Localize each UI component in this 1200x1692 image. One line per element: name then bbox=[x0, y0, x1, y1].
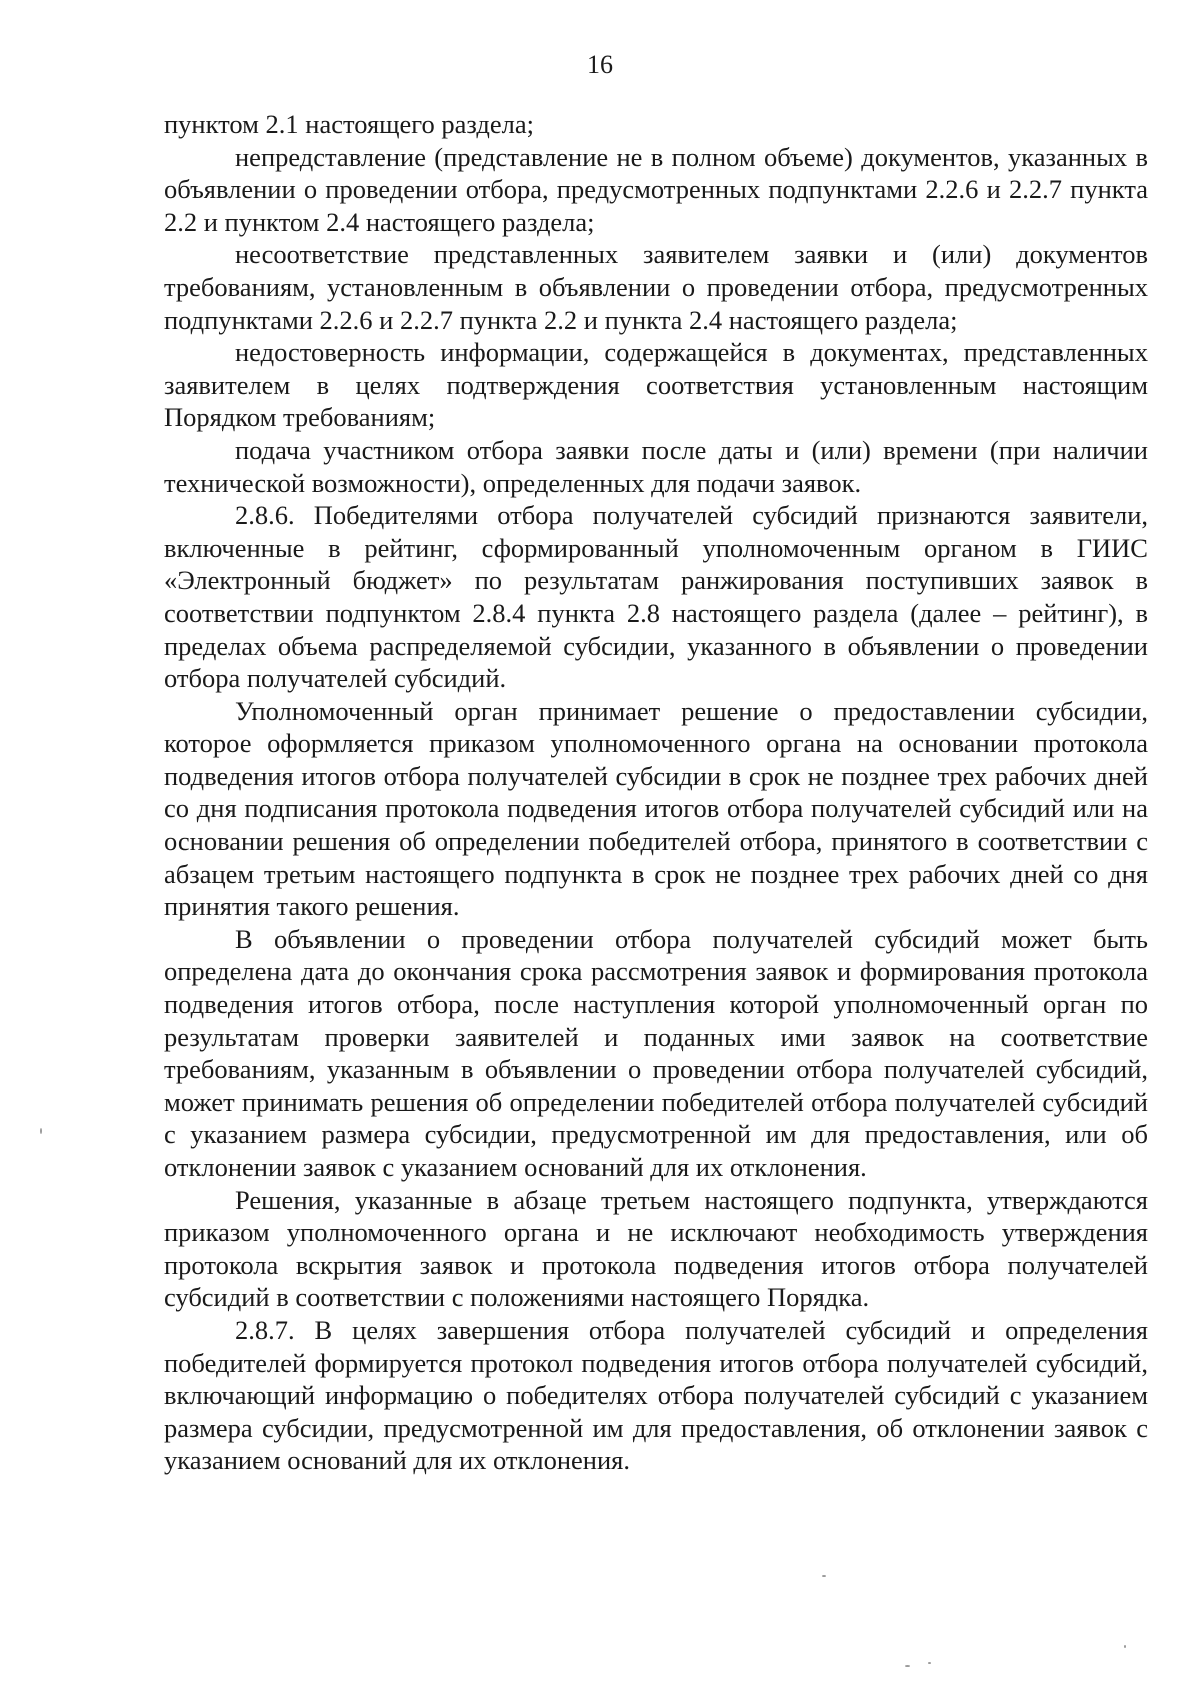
paragraph-5: подача участником отбора заявки после даты и (или) времени (при наличии технической возможности), определенных для подачи заявок. bbox=[164, 434, 1148, 498]
paragraph-3: несоответствие представленных заявителем заявки и (или) документов требованиям, установленным в объявлении о проведении отбора, предусмотренных подпунктами 2.2.6 и 2.2.7 пункта 2.2 и пункта 2.4 настоящего раздела; bbox=[164, 239, 1148, 335]
paragraph-6-section-2-8-6: 2.8.6. Победителями отбора получателей субсидий признаются заявители, включенные в рейтинг, сформированный уполномоченным органом в ГИИС «Электронный бюджет» по результатам ранжирования поступивших заявок в соответствии подпунктом 2.8.4 пункта 2.8 настоящего раздела (далее – рейтинг), в пределах объема распределяемой субсидии, указанного в объявлении о проведении отбора получателей субсидий. bbox=[164, 500, 1148, 694]
scan-speck bbox=[1124, 1645, 1126, 1648]
document-body bbox=[164, 108, 1148, 1477]
paragraph-9: Решения, указанные в абзаце третьем настоящего подпункта, утверждаются приказом уполномоченного органа и не исключают необходимость утверждения протокола вскрытия заявок и протокола подведения итогов отбора получателей субсидий в соответствии с положениями настоящего Порядка. bbox=[164, 1184, 1148, 1313]
paragraph-1: пунктом 2.1 настоящего раздела; bbox=[164, 109, 534, 139]
page-number: 16 bbox=[587, 50, 613, 79]
paragraph-8: В объявлении о проведении отбора получателей субсидий может быть определена дата до окончания срока рассмотрения заявок и формирования протокола подведения итогов отбора, после наступления которой уполномоченный орган по результатам проверки заявителей и поданных ими заявок на соответствие требованиям, указанным в объявлении о проведении отбора получателей субсидий, может принимать решения об определении победителей отбора получателей субсидий с указанием размера субсидии, предусмотренной им для предоставления, или об отклонении заявок с указанием оснований для их отклонения. bbox=[164, 923, 1148, 1182]
paragraph-4: недостоверность информации, содержащейся в документах, представленных заявителем в целях подтверждения соответствия установленным настоящим Порядком требованиям; bbox=[164, 337, 1148, 433]
scan-speck bbox=[822, 1575, 826, 1577]
scan-speck bbox=[40, 1128, 42, 1134]
paragraph-2: непредставление (представление не в полном объеме) документов, указанных в объявлении о проведении отбора, предусмотренных подпунктами 2.2.6 и 2.2.7 пункта 2.2 и пунктом 2.4 настоящего раздела; bbox=[164, 141, 1148, 237]
scan-speck bbox=[905, 1665, 910, 1667]
paragraph-10-section-2-8-7: 2.8.7. В целях завершения отбора получателей субсидий и определения победителей формируется протокол подведения итогов отбора получателей субсидий, включающий информацию о победителях отбора получателей субсидий с указанием размера субсидии, предусмотренной им для предоставления, об отклонении заявок с указанием оснований для их отклонения. bbox=[164, 1314, 1148, 1476]
paragraph-7: Уполномоченный орган принимает решение о предоставлении субсидии, которое оформляется приказом уполномоченного органа на основании протокола подведения итогов отбора получателей субсидии в срок не позднее трех рабочих дней со дня подписания протокола подведения итогов отбора получателей субсидий или на основании решения об определении победителей отбора, принятого в соответствии с абзацем третьим настоящего подпункта в срок не позднее трех рабочих дней со дня принятия такого решения. bbox=[164, 695, 1148, 922]
scan-speck bbox=[928, 1662, 931, 1664]
